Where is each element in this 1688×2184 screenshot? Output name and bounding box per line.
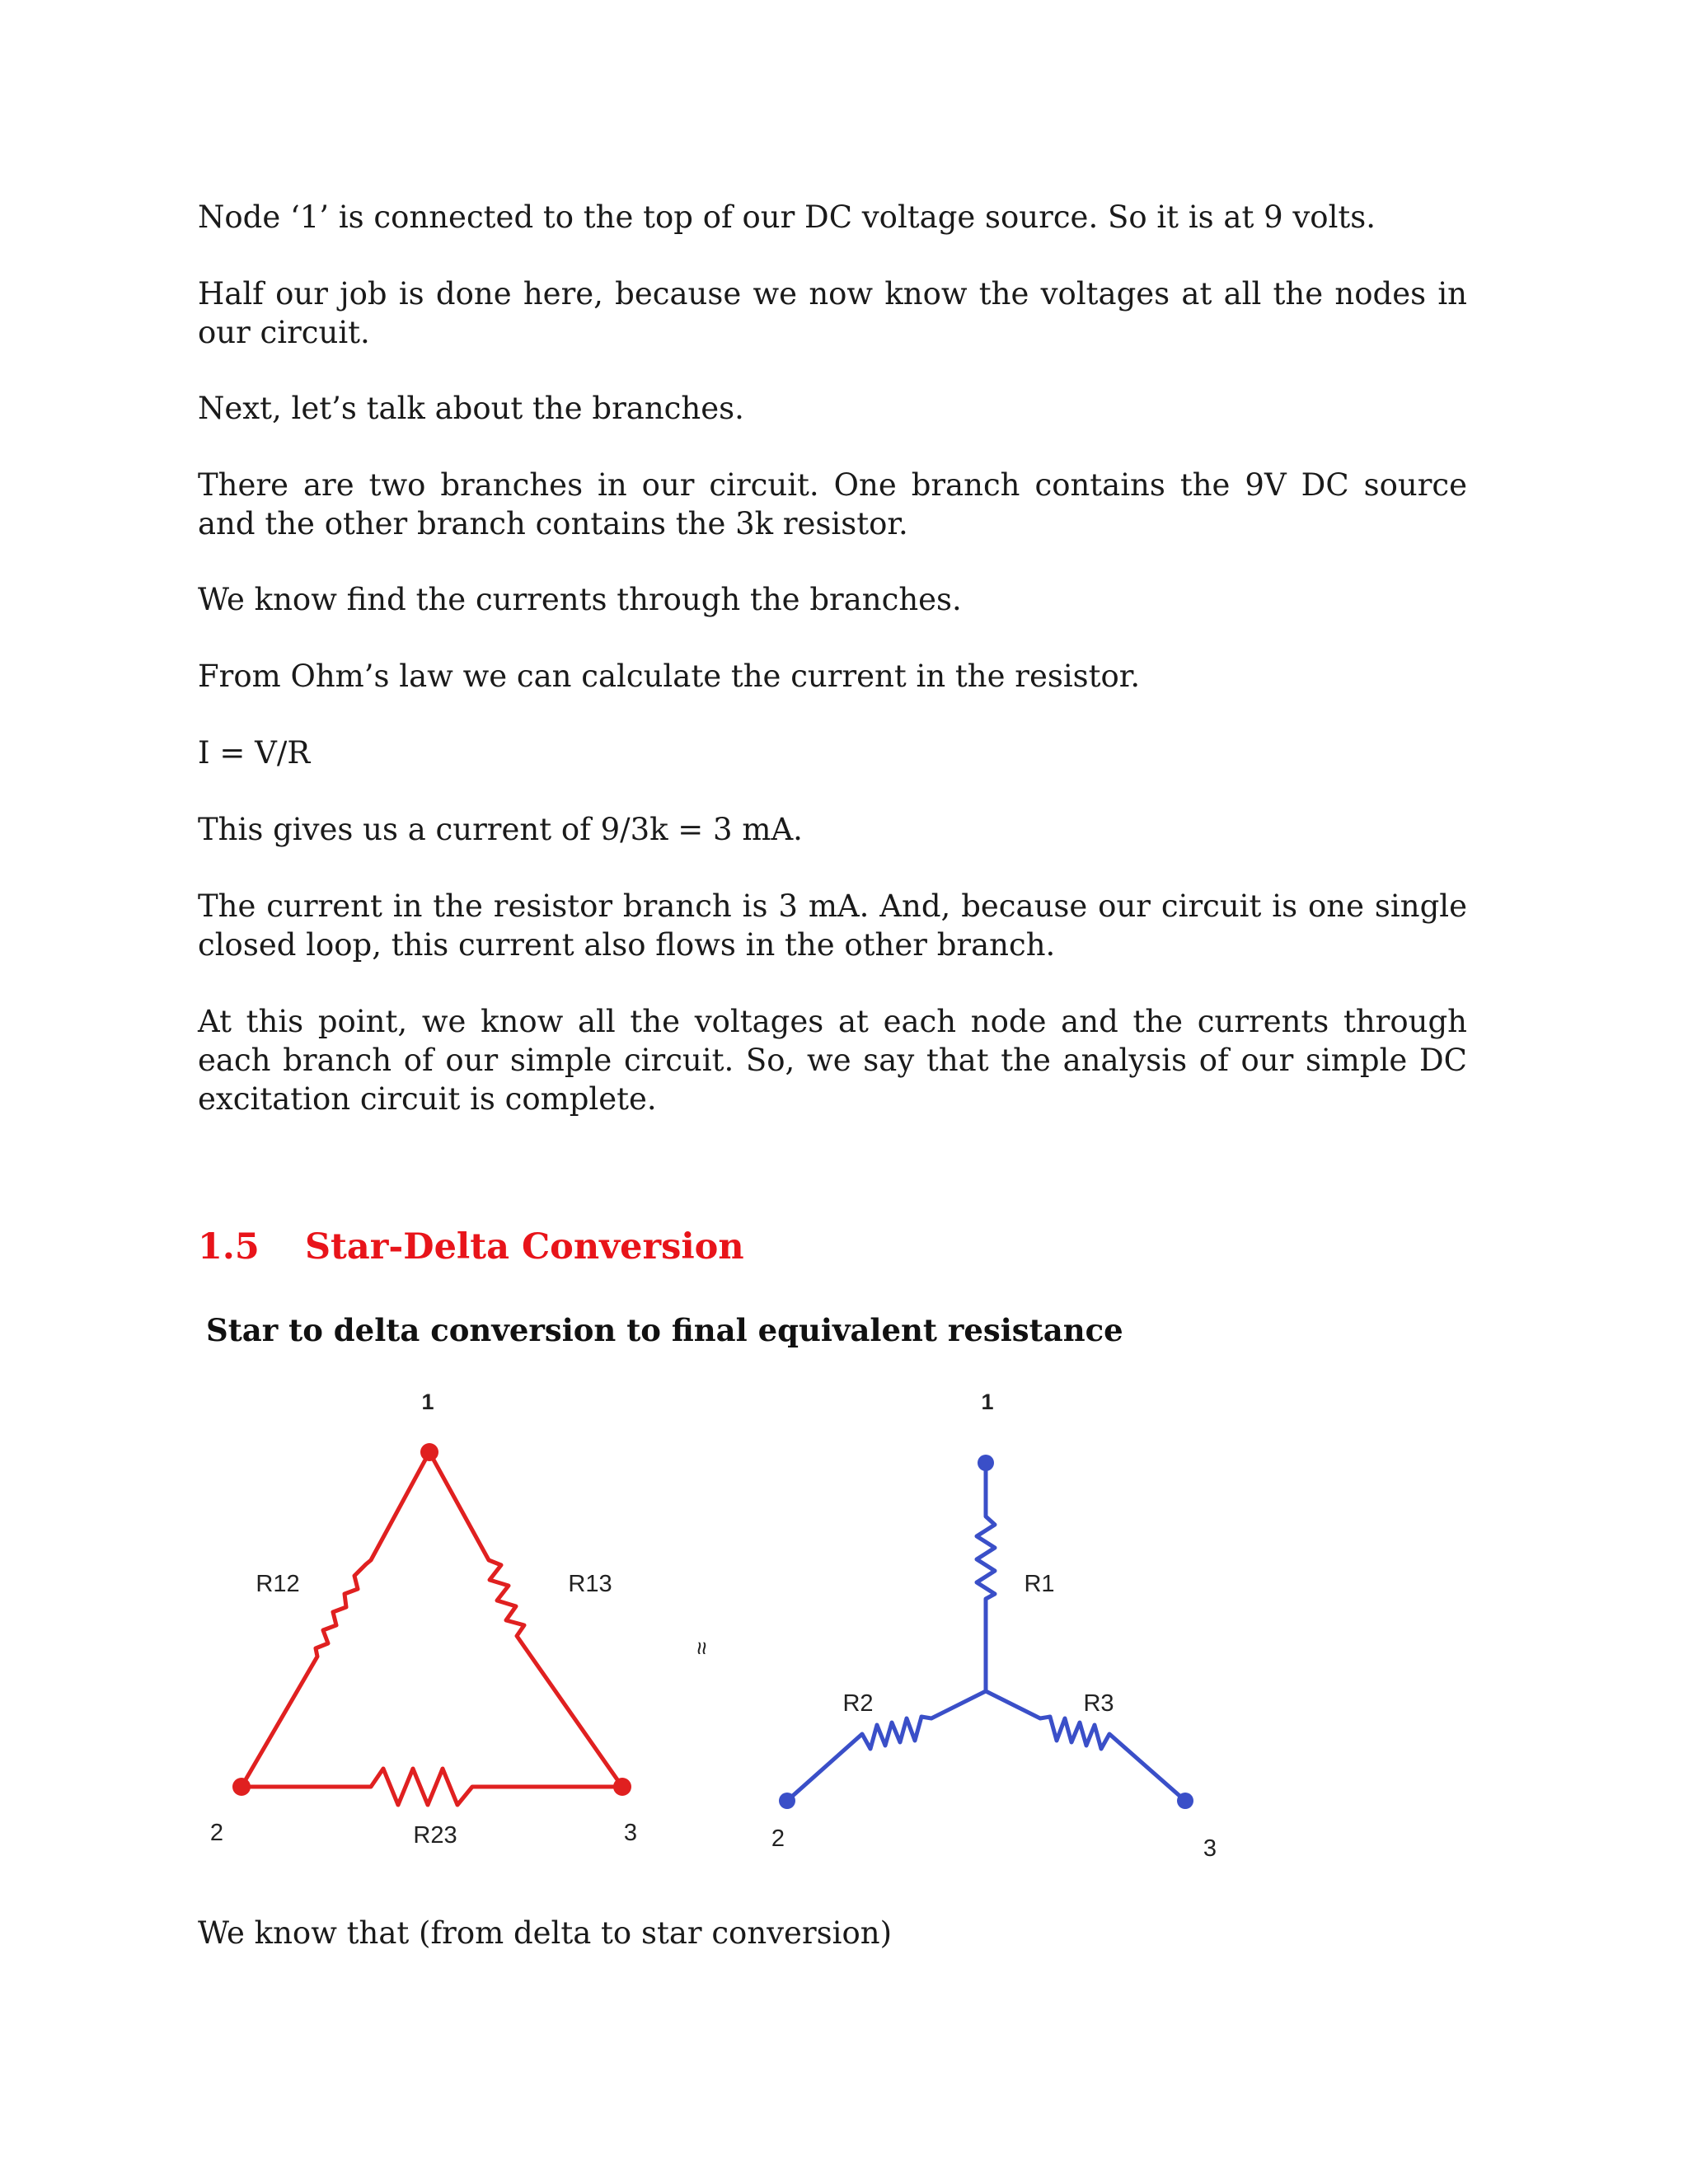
star-network <box>787 1463 1185 1801</box>
delta-wire-bottom <box>241 1769 622 1805</box>
paragraph-branches-intro: Next, let’s talk about the branches. <box>198 391 744 426</box>
star-r1-label: R1 <box>1024 1571 1055 1597</box>
star-r3-label: R3 <box>1083 1690 1114 1717</box>
paragraph-two-branches: There are two branches in our circuit. One branch contains the 9V DC source and the other branch contains the 3k resistor. <box>198 467 1467 541</box>
star-node-3-dot <box>1177 1793 1193 1809</box>
star-node-1-dot <box>978 1455 994 1471</box>
section-subtitle: Star to delta conversion to final equivalent resistance <box>206 1312 1123 1348</box>
section-title: Star-Delta Conversion <box>305 1226 744 1268</box>
paragraph-analysis-complete: At this point, we know all the voltages at each node and the currents through each branch of our simple circuit. So, we say that the analysis of our simple DC excitation circuit is complete. <box>198 1004 1467 1117</box>
section-number: 1.5 <box>198 1226 260 1268</box>
delta-wire-right <box>429 1452 622 1787</box>
paragraph-ohms-law: From Ohm’s law we can calculate the current in the resistor. <box>198 658 1141 694</box>
delta-node-3-label: 3 <box>623 1820 638 1846</box>
star-node-2-dot <box>779 1793 795 1809</box>
delta-wire-left <box>241 1452 429 1787</box>
delta-node-2-dot <box>232 1778 251 1796</box>
delta-node-3-dot <box>613 1778 631 1796</box>
star-wire-left <box>787 1691 986 1801</box>
delta-node-2-label: 2 <box>209 1820 224 1846</box>
formula-ohms-law: I = V/R <box>198 735 311 771</box>
delta-node-1-label: 1 <box>421 1390 434 1414</box>
paragraph-half-job: Half our job is done here, because we now know the voltages at all the nodes in our circuit. <box>198 276 1467 350</box>
delta-r13-label: R13 <box>568 1571 612 1597</box>
paragraph-delta-to-star: We know that (from delta to star conversion) <box>198 1915 893 1951</box>
paragraph-resistor-branch: The current in the resistor branch is 3 mA. And, because our circuit is one single closed loop, this current also flows in the other branch. <box>198 888 1467 963</box>
paragraph-find-currents: We know find the currents through the branches. <box>198 582 962 617</box>
star-node-1-label: 1 <box>981 1390 994 1414</box>
delta-r23-label: R23 <box>413 1822 457 1849</box>
star-wire-top <box>977 1463 995 1691</box>
paragraph-node-1: Node ‘1’ is connected to the top of our DC voltage source. So it is at 9 volts. <box>198 199 1376 235</box>
delta-node-1-dot <box>420 1443 438 1461</box>
equivalence-symbol: ≈ <box>688 1642 715 1655</box>
star-r2-label: R2 <box>842 1690 874 1717</box>
paragraph-current-result: This gives us a current of 9/3k = 3 mA. <box>198 812 803 847</box>
star-node-2-label: 2 <box>771 1825 785 1852</box>
delta-network <box>241 1452 622 1805</box>
delta-r12-label: R12 <box>256 1571 300 1597</box>
star-node-3-label: 3 <box>1203 1835 1217 1862</box>
